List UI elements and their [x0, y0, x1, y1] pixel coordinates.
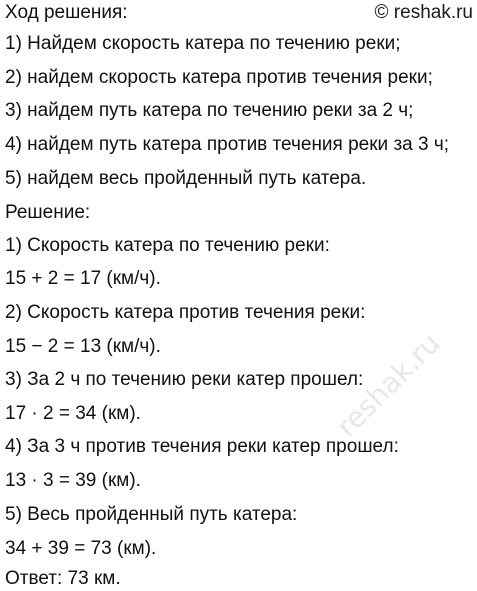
step-line: 5) Весь пройденный путь катера:	[5, 504, 298, 525]
step-line: 4) За 3 ч против течения реки катер прошел:	[5, 436, 399, 457]
step-line: 2) Скорость катера против течения реки:	[5, 302, 366, 323]
step-line: 34 + 39 = 73 (км).	[5, 538, 157, 559]
plan-item: 2) найдем скорость катера против течения реки;	[5, 67, 433, 88]
header-row	[5, 2, 473, 26]
answer-line: Ответ: 73 км.	[5, 568, 121, 589]
plan-item: 3) найдем путь катера по течению реки за 2 ч;	[5, 100, 414, 121]
plan-item: 4) найдем путь катера против течения реки за 3 ч;	[5, 134, 450, 155]
watermark-text: © reshak.ru	[374, 2, 473, 23]
step-line: 13 · 3 = 39 (км).	[5, 470, 141, 491]
step-line: 15 − 2 = 13 (км/ч).	[5, 336, 161, 357]
step-line: 17 · 2 = 34 (км).	[5, 403, 141, 424]
plan-item: 1) Найдем скорость катера по течению реки;	[5, 33, 401, 54]
step-line: 15 + 2 = 17 (км/ч).	[5, 268, 161, 289]
step-line: 3) За 2 ч по течению реки катер прошел:	[5, 369, 364, 390]
header-title: Ход решения:	[5, 2, 128, 23]
plan-item: 5) найдем весь пройденный путь катера.	[5, 168, 367, 189]
diagonal-watermark: reshak.ru	[330, 326, 447, 444]
solution-title: Решение:	[5, 202, 91, 223]
step-line: 1) Скорость катера по течению реки:	[5, 235, 330, 256]
